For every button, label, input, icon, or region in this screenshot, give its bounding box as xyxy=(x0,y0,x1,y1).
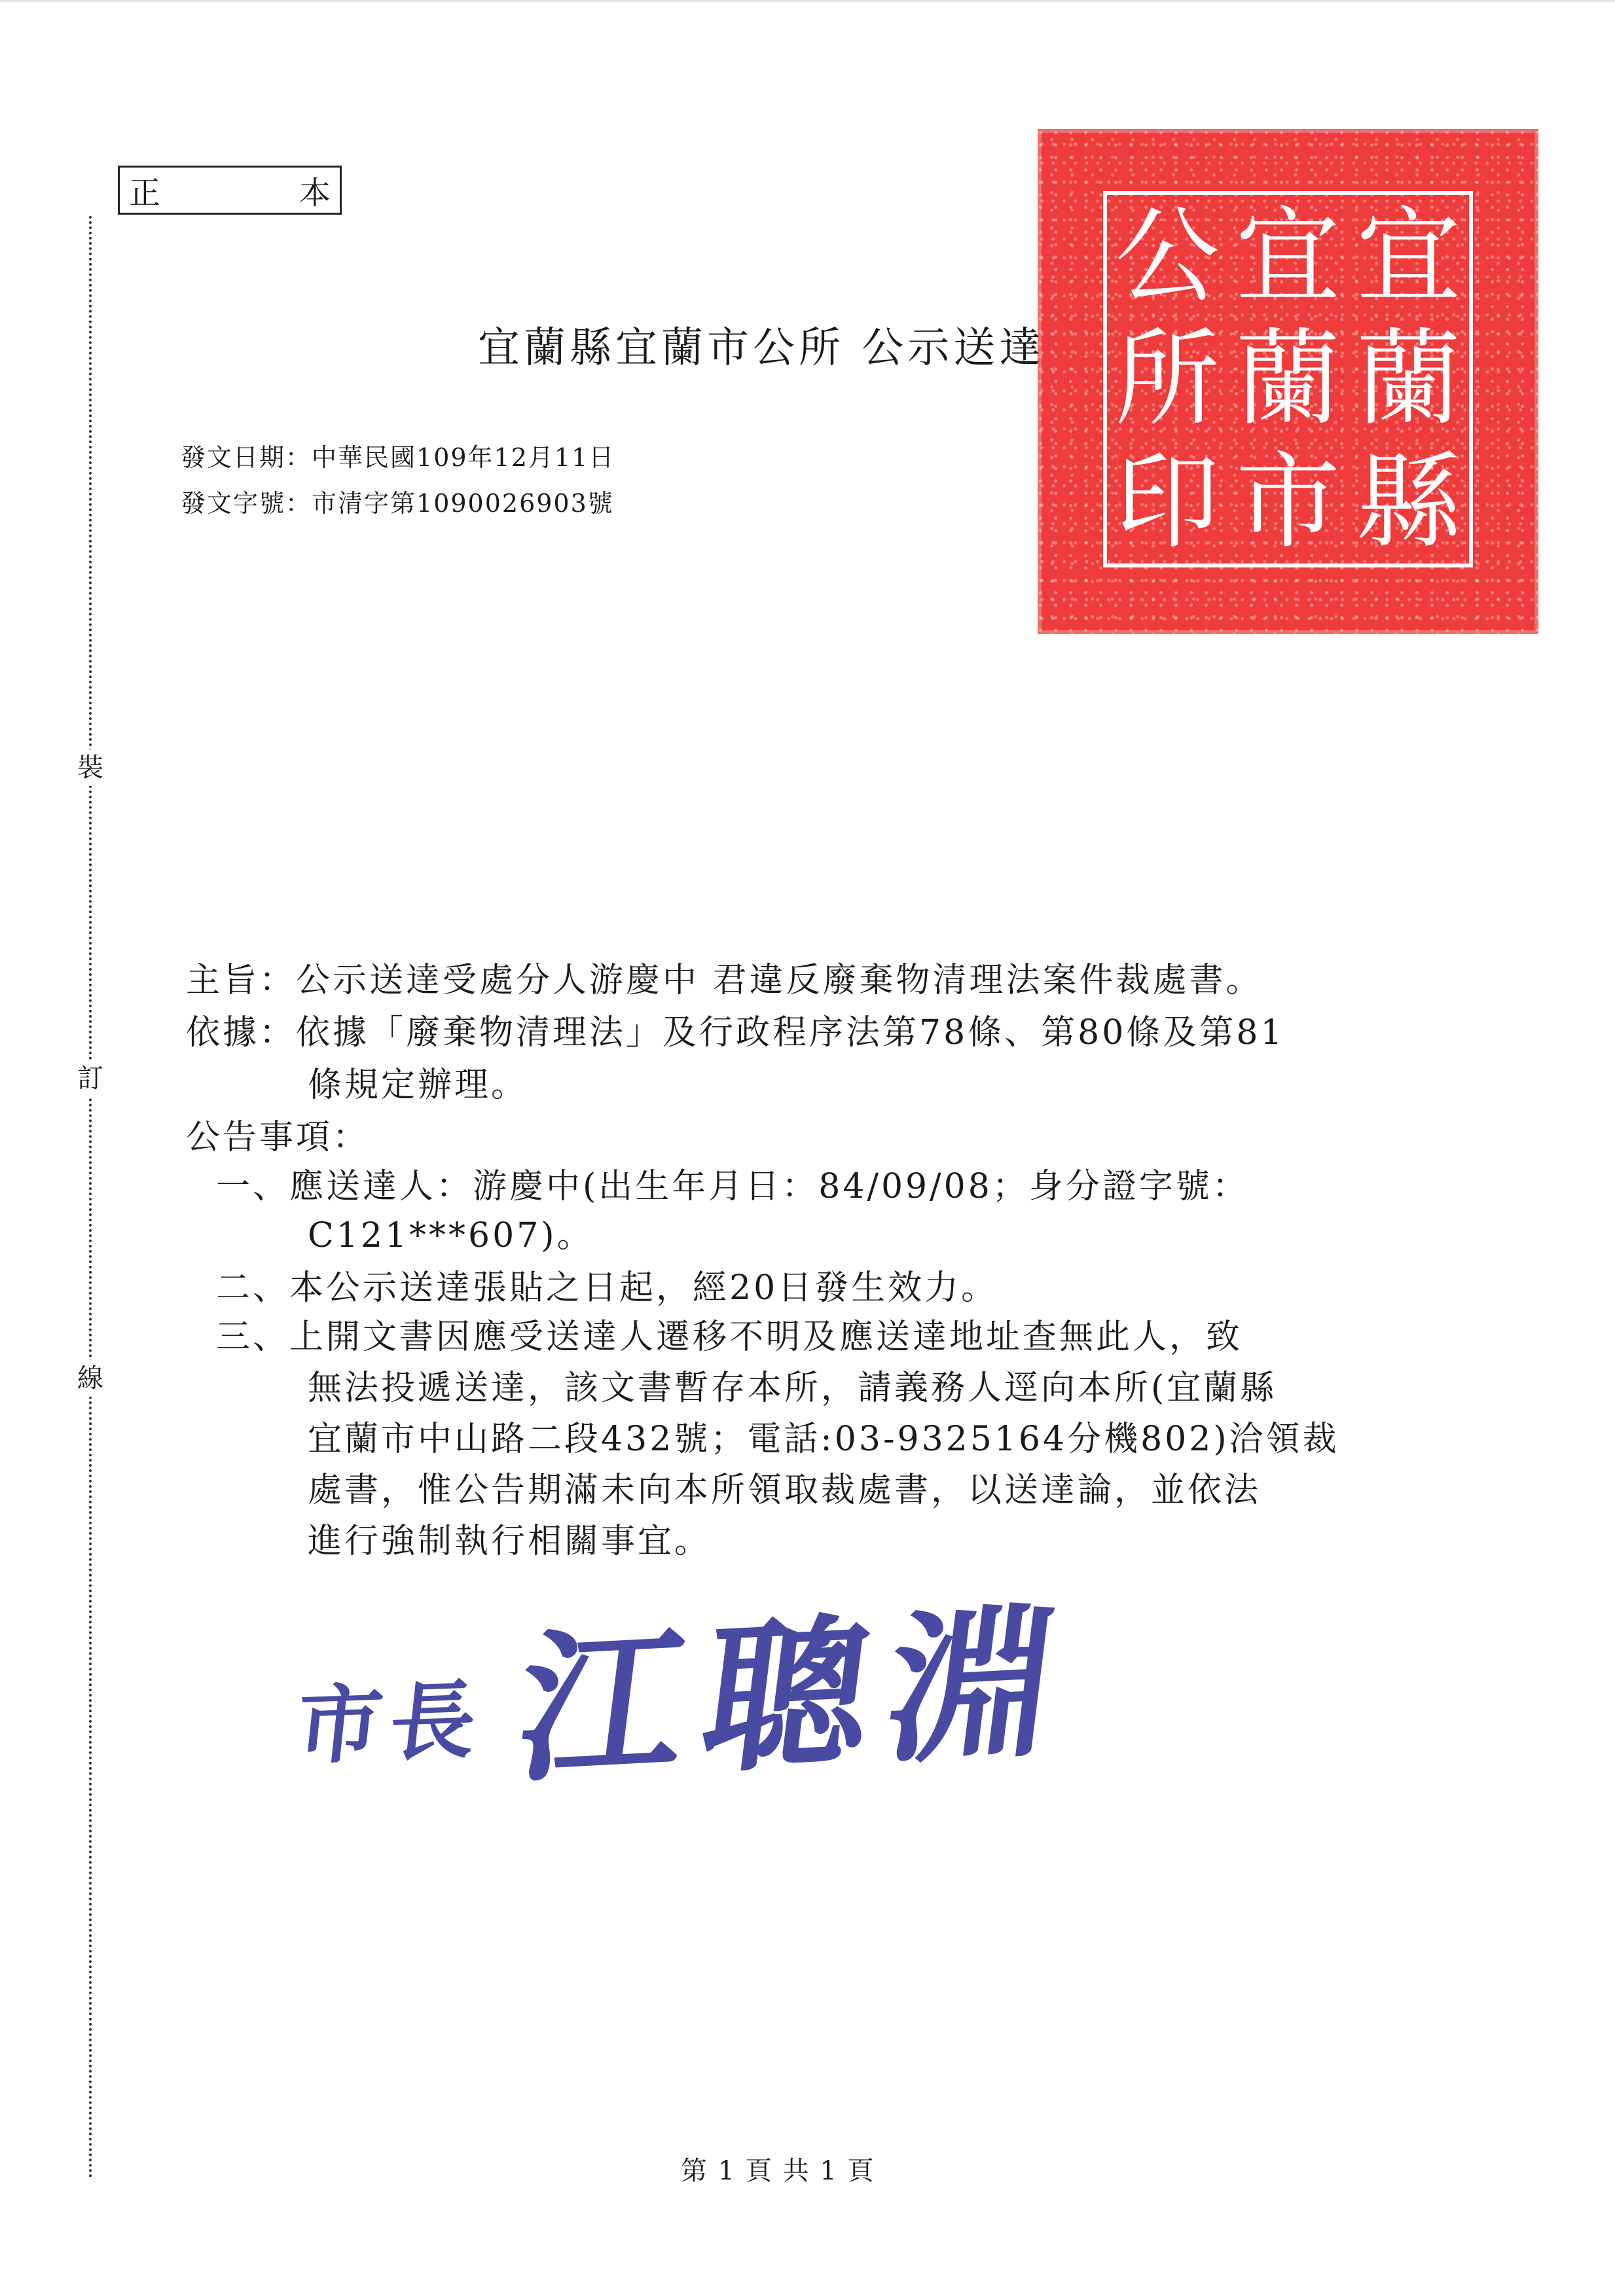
page-footer: 第 1 頁 共 1 頁 xyxy=(681,2156,875,2186)
binding-char-2: 訂 xyxy=(73,1060,107,1097)
issue-date-label: 發文日期： xyxy=(181,443,312,472)
binding-char-3: 線 xyxy=(73,1360,107,1397)
doc-number-value: 市清字第1090026903號 xyxy=(312,489,614,518)
item2-line-1: 二、本公示送達張貼之日起，經20日發生效力。 xyxy=(216,1268,998,1308)
seal-char-9: 印 xyxy=(1115,440,1220,564)
mayor-signature-stamp xyxy=(291,1564,1086,1806)
doc-number-row xyxy=(181,483,614,519)
copy-label-box xyxy=(118,166,342,215)
item3-line-1: 三、上開文書因應受送達人遷移不明及應送達地址查無此人，致 xyxy=(216,1318,1243,1357)
copy-label-right: 本 xyxy=(299,175,331,211)
item3-line-5: 進行強制執行相關事宜。 xyxy=(308,1522,712,1561)
document-title: 宜蘭縣宜蘭市公所 公示送達 xyxy=(478,324,1045,372)
basis-line-2: 條規定辦理。 xyxy=(308,1066,528,1105)
seal-char-3: 縣 xyxy=(1356,440,1461,564)
seal-char-5: 蘭 xyxy=(1235,317,1341,440)
seal-char-2: 蘭 xyxy=(1356,317,1461,440)
seal-char-6: 市 xyxy=(1235,440,1341,564)
item1-line-1: 一、應送達人：游慶中(出生年月日：84/09/08；身分證字號： xyxy=(216,1167,1249,1206)
signature-title: 市長 xyxy=(291,1670,489,1776)
official-seal xyxy=(1038,129,1538,634)
seal-char-1: 宜 xyxy=(1356,194,1461,317)
item1-line-2: C121***607)。 xyxy=(308,1216,594,1255)
seal-char-7: 公 xyxy=(1115,194,1220,317)
issue-date-row xyxy=(181,437,615,473)
binding-line xyxy=(89,216,92,2179)
signature-name: 江聰淵 xyxy=(507,1585,1086,1806)
item3-line-4: 處書，惟公告期滿未向本所領取裁處書，以送達論，並依法 xyxy=(308,1471,1261,1510)
basis-line-1: 依據：依據「廢棄物清理法」及行政程序法第78條、第80條及第81 xyxy=(186,1013,1285,1052)
binding-char-1: 裝 xyxy=(73,749,107,786)
item3-line-2: 無法投遞送達，該文書暫存本所，請義務人逕向本所(宜蘭縣 xyxy=(308,1369,1277,1408)
notice-heading: 公告事項： xyxy=(186,1118,370,1157)
issue-date-value: 中華民國109年12月11日 xyxy=(312,443,615,472)
seal-char-4: 宜 xyxy=(1235,194,1341,317)
doc-number-label: 發文字號： xyxy=(181,489,312,518)
seal-char-8: 所 xyxy=(1115,317,1220,440)
copy-label-left: 正 xyxy=(129,175,161,211)
item3-line-3: 宜蘭市中山路二段432號；電話:03-9325164分機802)洽領裁 xyxy=(308,1420,1339,1459)
subject-line: 主旨：公示送達受處分人游慶中 君違反廢棄物清理法案件裁處書。 xyxy=(186,961,1263,1000)
seal-inner-frame xyxy=(1103,191,1473,567)
